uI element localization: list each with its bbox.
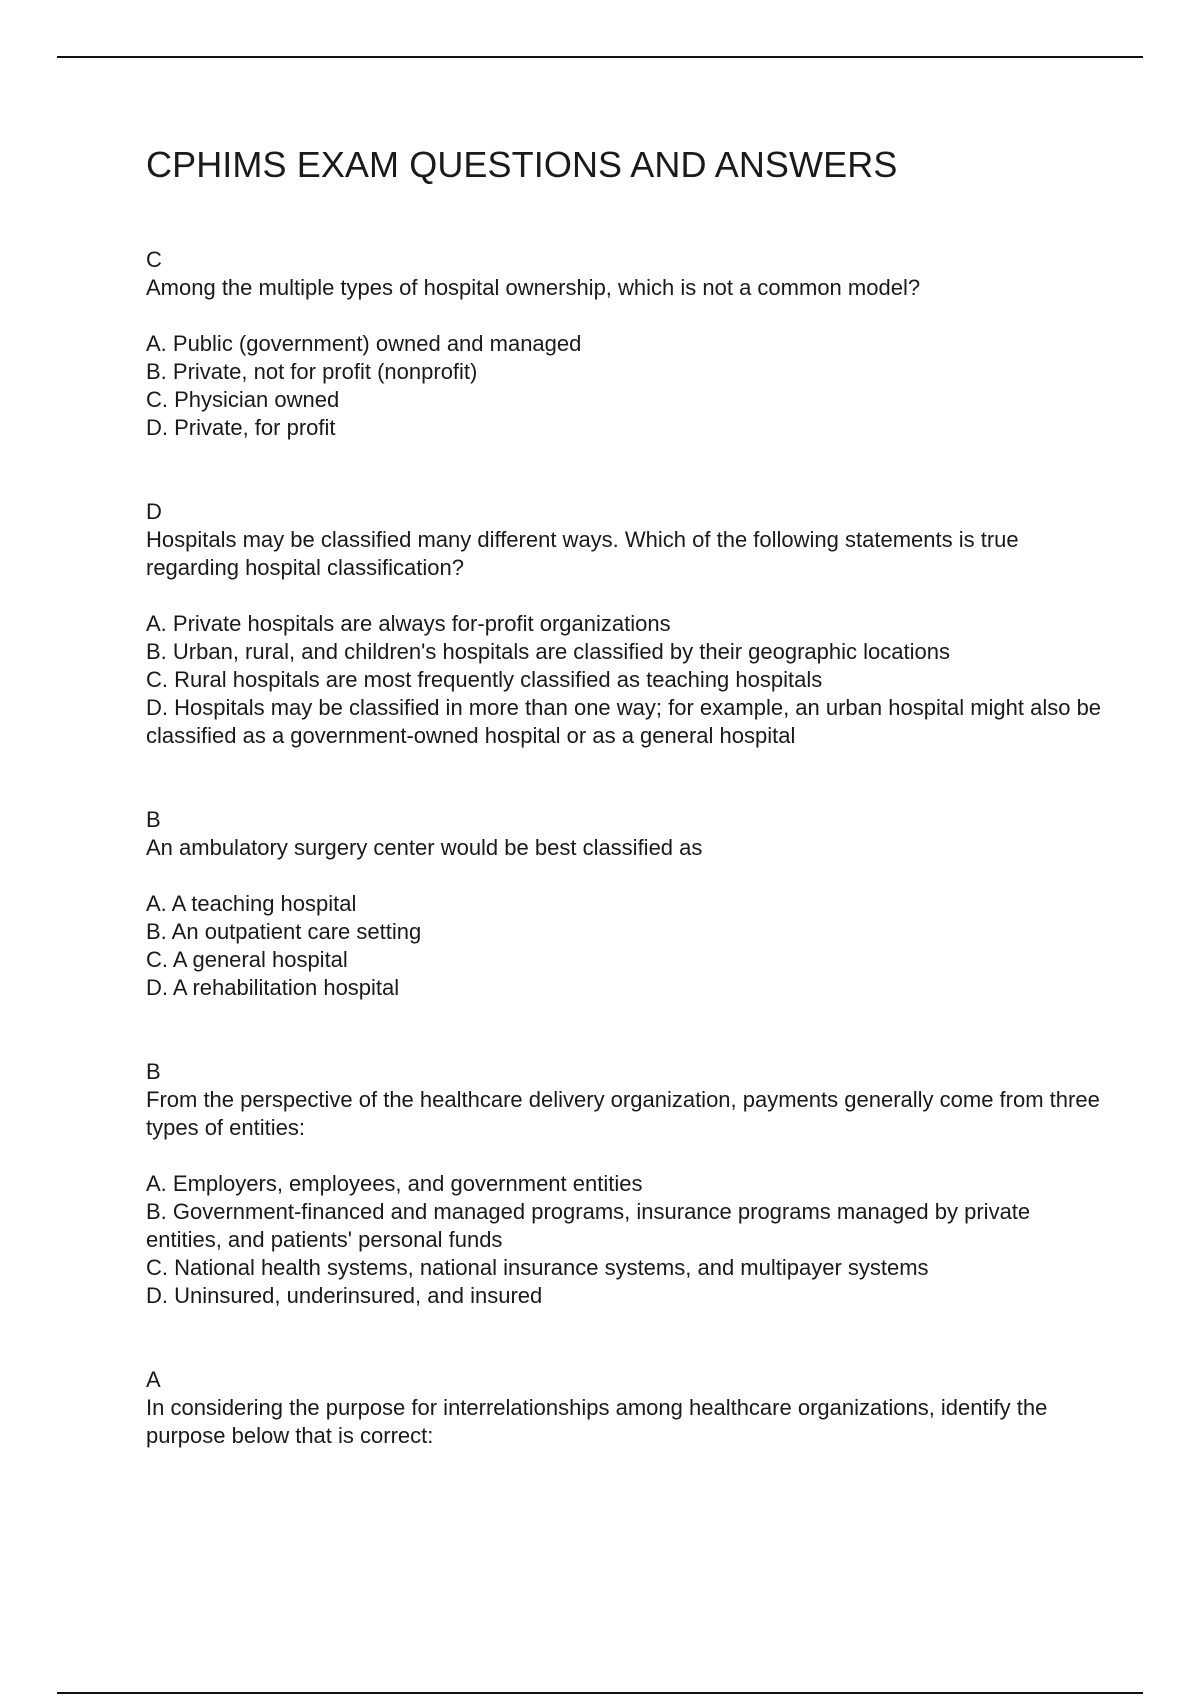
- answer-key: C: [146, 247, 162, 272]
- option-b: B. Government-financed and managed programs, insurance programs managed by private entities, and patients' personal funds: [146, 1199, 1031, 1252]
- option-list: [146, 890, 1106, 1002]
- answer-key: B: [146, 1059, 161, 1084]
- option-a: A. A teaching hospital: [146, 891, 357, 916]
- option-b: B. Urban, rural, and children's hospitals are classified by their geographic locations: [146, 639, 950, 664]
- option-c: C. A general hospital: [146, 947, 348, 972]
- option-c: C. Physician owned: [146, 387, 340, 412]
- top-rule: [57, 56, 1143, 58]
- option-list: [146, 330, 1106, 442]
- option-a: A. Public (government) owned and managed: [146, 331, 582, 356]
- page-title: CPHIMS EXAM QUESTIONS AND ANSWERS: [146, 144, 898, 185]
- question-item: [146, 1366, 1106, 1450]
- option-d: D. Private, for profit: [146, 415, 336, 440]
- question-text: From the perspective of the healthcare delivery organization, payments generally come from three types of entities:: [146, 1087, 1100, 1140]
- option-b: B. Private, not for profit (nonprofit): [146, 359, 478, 384]
- option-a: A. Employers, employees, and government entities: [146, 1171, 643, 1196]
- question-item: [146, 1058, 1106, 1310]
- question-text: Hospitals may be classified many different ways. Which of the following statements is true regarding hospital classification?: [146, 527, 1019, 580]
- answer-key: A: [146, 1367, 161, 1392]
- option-b: B. An outpatient care setting: [146, 919, 422, 944]
- option-list: [146, 610, 1106, 750]
- bottom-rule: [57, 1692, 1143, 1694]
- option-d: D. A rehabilitation hospital: [146, 975, 400, 1000]
- question-text: In considering the purpose for interrelationships among healthcare organizations, identify the purpose below that is correct:: [146, 1395, 1048, 1448]
- answer-key: D: [146, 499, 162, 524]
- option-d: D. Uninsured, underinsured, and insured: [146, 1283, 543, 1308]
- question-item: [146, 498, 1106, 750]
- document-body: [146, 140, 1106, 1450]
- question-item: [146, 806, 1106, 1002]
- answer-key: B: [146, 807, 161, 832]
- option-d: D. Hospitals may be classified in more than one way; for example, an urban hospital might also be classified as a government-owned hospital or as a general hospital: [146, 695, 1102, 748]
- question-list: [146, 246, 1106, 1450]
- option-c: C. National health systems, national insurance systems, and multipayer systems: [146, 1255, 929, 1280]
- option-a: A. Private hospitals are always for-profit organizations: [146, 611, 671, 636]
- question-item: [146, 246, 1106, 442]
- option-list: [146, 1170, 1106, 1310]
- question-text: An ambulatory surgery center would be best classified as: [146, 835, 703, 860]
- question-text: Among the multiple types of hospital ownership, which is not a common model?: [146, 275, 921, 300]
- option-c: C. Rural hospitals are most frequently classified as teaching hospitals: [146, 667, 823, 692]
